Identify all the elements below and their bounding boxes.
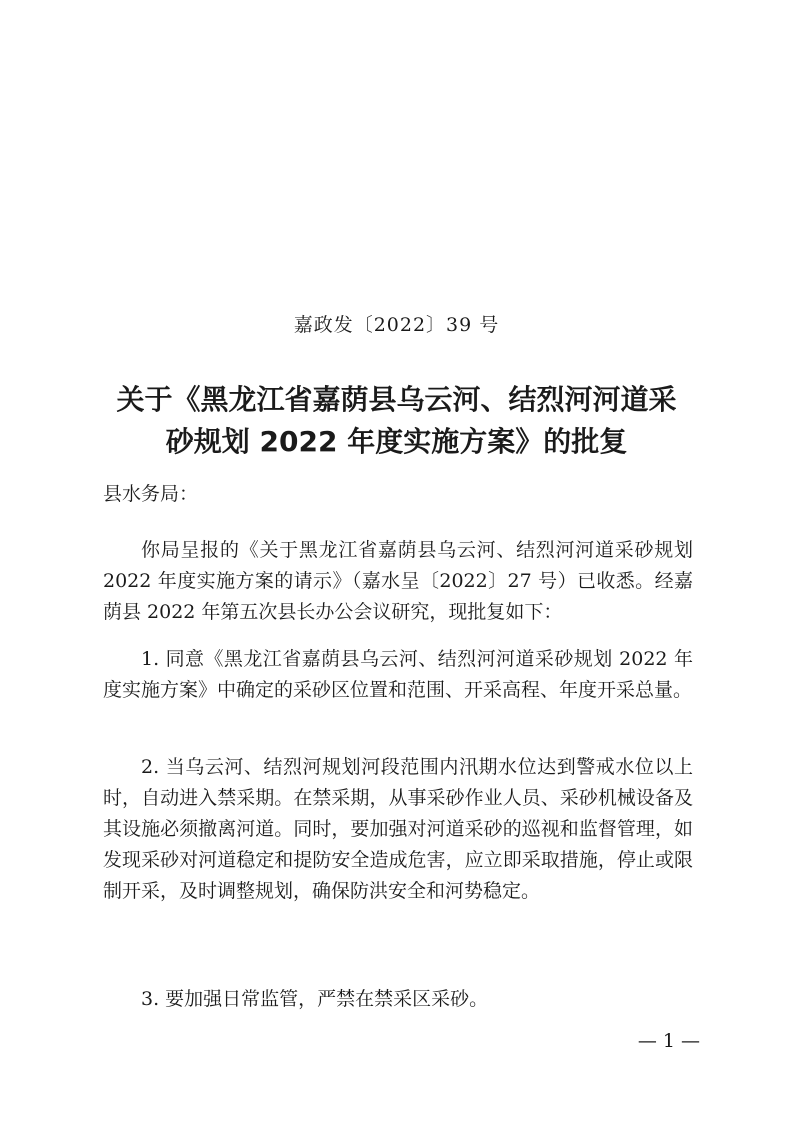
paragraph-item-3: 3. 要加强日常监管，严禁在禁采区采砂。	[141, 988, 489, 1010]
paragraph-item-2: 2. 当乌云河、结烈河规划河段范围内汛期水位达到警戒水位以上时，自动进入禁采期。在禁采期，从事采砂作业人员、采砂机械设备及其设施必须撤离河道。同时，要加强对河道采砂的巡视和监督管理，如发现采砂对河道稳定和提防安全造成危害，应立即采取措施，停止或限制开采，及时调整规划，确保防洪安全和河势稳定。	[103, 756, 693, 902]
paragraph-item-1: 1. 同意《黑龙江省嘉荫县乌云河、结烈河河道采砂规划 2022 年度实施方案》中确定的采砂区位置和范围、开采高程、年度开采总量。	[103, 648, 693, 701]
addressee: 县水务局：	[103, 483, 199, 505]
page-number: — 1 —	[637, 1030, 700, 1052]
document-number: 嘉政发〔2022〕39 号	[293, 314, 500, 336]
document-title	[60, 379, 733, 463]
title-line-1: 关于《黑龙江省嘉荫县乌云河、结烈河河道采	[116, 383, 677, 416]
paragraph-intro: 你局呈报的《关于黑龙江省嘉荫县乌云河、结烈河河道采砂规划 2022 年度实施方案的请示》（嘉水呈〔2022〕27 号）已收悉。经嘉荫县 2022 年第五次县长办公会议研究，现批复如下：	[103, 539, 693, 623]
title-line-2: 砂规划 2022 年度实施方案》的批复	[165, 425, 628, 458]
